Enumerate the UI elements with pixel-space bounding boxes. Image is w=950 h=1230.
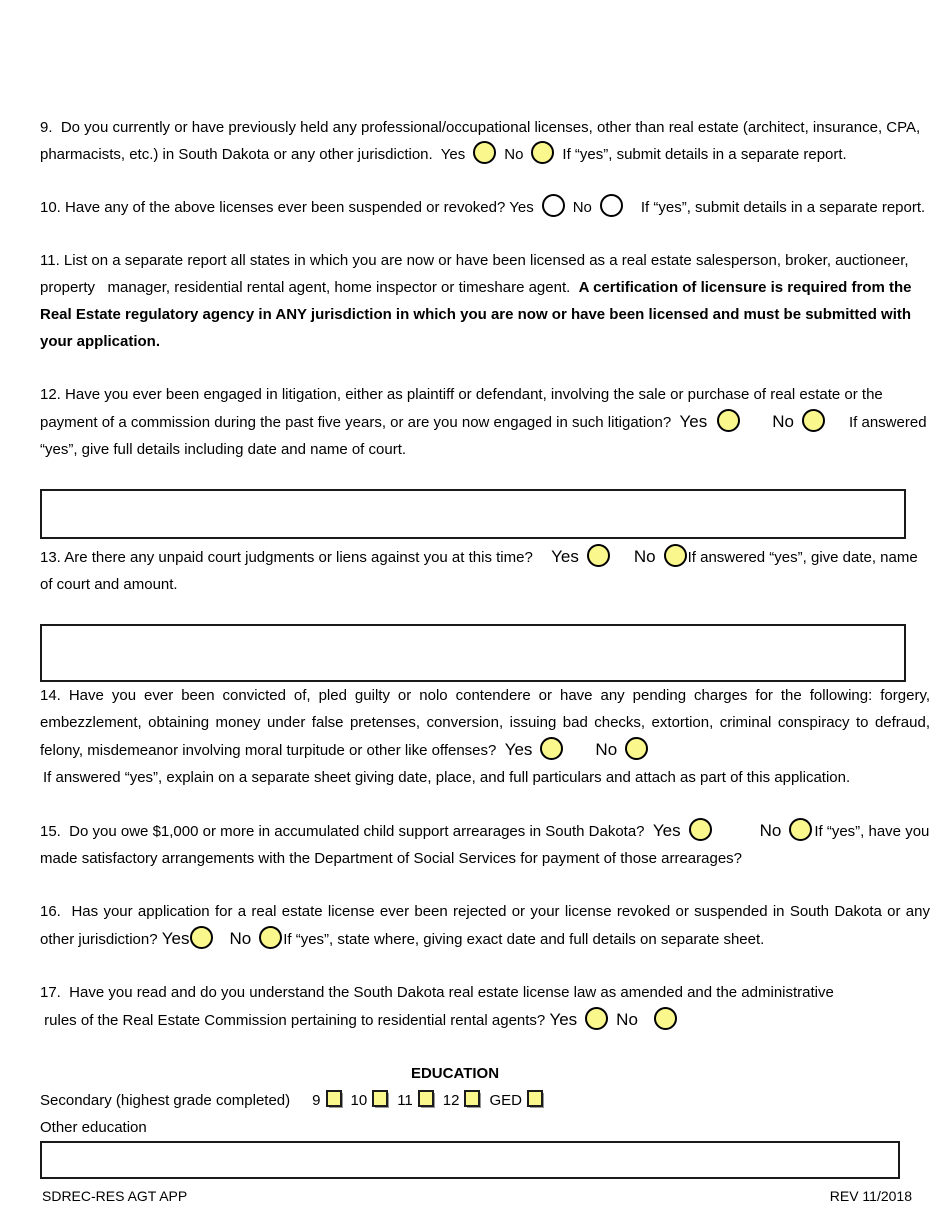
q17-yes-label: Yes xyxy=(549,1010,578,1029)
grade-11-checkbox[interactable] xyxy=(418,1090,434,1107)
grade-10-label: 10 xyxy=(350,1092,368,1109)
q12-no-label: No xyxy=(772,412,794,431)
q14-note-text: If answered “yes”, explain on a separate sheet giving date, place, and full particulars and attach as part of this application. xyxy=(43,769,851,786)
q16-no-label: No xyxy=(229,929,252,948)
question-13 xyxy=(40,543,930,598)
grade-12-checkbox[interactable] xyxy=(464,1090,480,1107)
question-10-text: 10. Have any of the above licenses ever been suspended or revoked? xyxy=(40,199,510,216)
q16-no-radio[interactable] xyxy=(259,926,282,949)
question-12 xyxy=(40,381,930,463)
q14-no-radio[interactable] xyxy=(625,737,648,760)
question-16-text: 16. Has your application for a real estate license ever been rejected or your license revoked or suspended in South Dakota or any other jurisdiction? xyxy=(40,903,930,948)
grade-9-checkbox[interactable] xyxy=(326,1090,342,1107)
q13-post-text: If answered “yes”, give date, name of court and amount. xyxy=(40,549,918,593)
page-footer xyxy=(42,1188,912,1204)
q9-no-radio[interactable] xyxy=(531,141,554,164)
question-15 xyxy=(40,817,930,872)
footer-revision: REV 11/2018 xyxy=(829,1188,912,1204)
q13-details-box[interactable] xyxy=(40,624,906,682)
q9-yes-label: Yes xyxy=(440,146,466,163)
q14-yes-radio[interactable] xyxy=(540,737,563,760)
q12-no-radio[interactable] xyxy=(802,409,825,432)
q10-no-radio[interactable] xyxy=(600,194,623,217)
q9-post-text: If “yes”, submit details in a separate report. xyxy=(562,146,847,163)
question-11-bold-text: A certification of licensure is required from the Real Estate regulatory agency in ANY jurisdiction in which you are now or have been licensed and must be submitted with your application. xyxy=(40,279,912,350)
secondary-education-label: Secondary (highest grade completed) xyxy=(40,1092,291,1109)
q17-yes-radio[interactable] xyxy=(585,1007,608,1030)
question-10 xyxy=(40,194,930,221)
education-heading: EDUCATION xyxy=(410,1065,500,1082)
grade-options xyxy=(312,1092,543,1109)
q12-yes-label: Yes xyxy=(679,412,708,431)
question-14-text: 14. Have you ever been convicted of, pled guilty or nolo contendere or have any pending charges for the following: forgery, embezzlement, obtaining money under false pretenses, conversion, issuing bad checks, extortion, criminal conspiracy to defraud, felony, misdemeanor involving moral turpitude or other like offenses? xyxy=(40,687,930,759)
question-11-text: 11. List on a separate report all states in which you are now or have been licensed as a real estate salesperson, broker, auctioneer, property manager, residential rental agent, home inspector or timeshare agent. xyxy=(40,252,909,296)
q15-yes-radio[interactable] xyxy=(689,818,712,841)
q10-yes-radio[interactable] xyxy=(542,194,565,217)
q12-details-box[interactable] xyxy=(40,489,906,539)
q15-post-text: If “yes”, have you made satisfactory arrangements with the Department of Social Services for payment of those arrearages? xyxy=(40,823,930,867)
ged-checkbox[interactable] xyxy=(527,1090,543,1107)
q13-no-label: No xyxy=(633,547,656,566)
q16-post-text: If “yes”, state where, giving exact date and full details on separate sheet. xyxy=(283,931,765,948)
question-17-text-line2: rules of the Real Estate Commission pertaining to residential rental agents? xyxy=(40,1012,550,1029)
grade-11-label: 11 xyxy=(397,1092,413,1109)
footer-form-code: SDREC-RES AGT APP xyxy=(42,1188,188,1204)
question-9-text: 9. Do you currently or have previously held any professional/occupational licenses, other than real estate (architect, insurance, CPA, pharmacists, etc.) in South Dakota or any other jurisdiction. xyxy=(40,119,921,163)
q15-yes-label: Yes xyxy=(652,821,681,840)
q10-post-text: If “yes”, submit details in a separate report. xyxy=(640,199,926,216)
q9-yes-radio[interactable] xyxy=(473,141,496,164)
secondary-education-row xyxy=(40,1087,930,1114)
q12-post-text: If answered “yes”, give full details including date and name of court. xyxy=(40,414,927,458)
question-12-text: 12. Have you ever been engaged in litigation, either as plaintiff or defendant, involving the sale or purchase of real estate or the payment of a commission during the past five years, or are you now engaged in such litigation? xyxy=(40,386,883,431)
q13-yes-radio[interactable] xyxy=(587,544,610,567)
question-16 xyxy=(40,898,930,953)
q13-no-radio[interactable] xyxy=(664,544,687,567)
question-15-text: 15. Do you owe $1,000 or more in accumulated child support arrearages in South Dakota? xyxy=(40,823,653,840)
question-14 xyxy=(40,682,930,791)
ged-label: GED xyxy=(489,1092,522,1109)
other-education-row xyxy=(40,1114,930,1141)
q17-no-label: No xyxy=(616,1010,638,1029)
question-11 xyxy=(40,247,930,355)
q10-yes-label: Yes xyxy=(509,199,534,216)
grade-12-label: 12 xyxy=(442,1092,460,1109)
question-17 xyxy=(40,979,930,1034)
other-education-box[interactable] xyxy=(40,1141,900,1179)
q9-no-label: No xyxy=(504,146,524,163)
grade-10-checkbox[interactable] xyxy=(372,1090,388,1107)
other-education-label: Other education xyxy=(40,1119,147,1136)
q17-no-radio[interactable] xyxy=(654,1007,677,1030)
q12-yes-radio[interactable] xyxy=(717,409,740,432)
q15-no-radio[interactable] xyxy=(789,818,812,841)
question-9 xyxy=(40,114,930,168)
q14-no-label: No xyxy=(595,740,618,759)
q16-yes-radio[interactable] xyxy=(190,926,213,949)
q10-no-label: No xyxy=(572,199,592,216)
q16-yes-label: Yes xyxy=(161,929,190,948)
q14-yes-label: Yes xyxy=(504,740,533,759)
q13-yes-label: Yes xyxy=(551,547,579,566)
question-17-text-line1: 17. Have you read and do you understand the South Dakota real estate license law as amended and the administrative xyxy=(40,984,834,1001)
grade-9-label: 9 xyxy=(312,1092,321,1109)
question-13-text: 13. Are there any unpaid court judgments or liens against you at this time? xyxy=(40,549,542,566)
q15-no-label: No xyxy=(759,821,782,840)
